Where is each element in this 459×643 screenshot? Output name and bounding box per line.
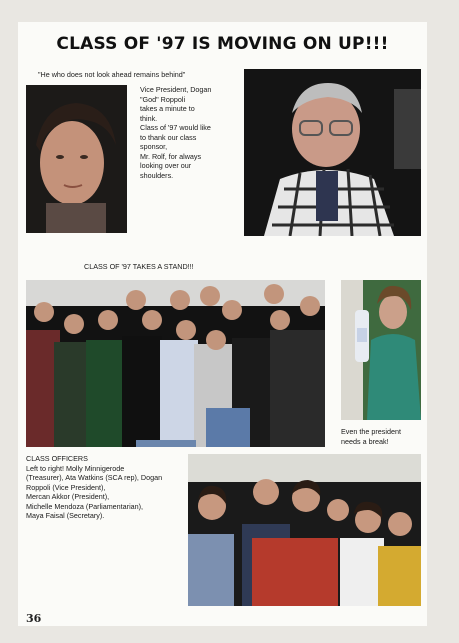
photo-president-break — [341, 280, 421, 420]
caption-line: Mercan Akkor (President), — [26, 492, 110, 501]
caption-line: Michelle Mendoza (Parliamentarian), — [26, 501, 144, 511]
page-number: 36 — [26, 612, 42, 625]
caption-line: looking over our — [140, 161, 192, 170]
caption-line: needs a break! — [341, 436, 389, 446]
photo-vp-portrait — [26, 85, 127, 233]
caption-line: (Treasurer), Ata Watkins (SCA rep), Dogan — [26, 473, 163, 482]
caption-line: Mr. Rolf, for always — [140, 151, 202, 161]
page-title: CLASS OF '97 IS MOVING ON UP!!! — [56, 34, 389, 54]
caption-line: Even the president — [341, 427, 401, 436]
caption-line: Maya Faisal (Secretary). — [26, 511, 105, 520]
caption-line: think. — [140, 113, 158, 123]
caption-line: Class of '97 would like — [140, 123, 211, 132]
stand-caption: CLASS OF '97 TAKES A STAND!!! — [84, 262, 194, 271]
caption-line: takes a minute to — [140, 104, 195, 113]
caption-line: CLASS OFFICERS — [26, 454, 88, 463]
caption-line: "God" Roppoli — [140, 94, 186, 104]
caption-line: to thank our class — [140, 132, 197, 142]
photo-officers — [188, 454, 421, 606]
photo-group-stand — [26, 280, 325, 447]
vp-caption — [140, 85, 235, 180]
caption-line: Roppoli (Vice President), — [26, 482, 106, 492]
yearbook-page — [18, 22, 427, 626]
caption-line: Vice President, Dogan — [140, 85, 212, 94]
caption-line: Left to right! Molly Minnigerode — [26, 463, 125, 473]
caption-line: shoulders. — [140, 170, 174, 180]
officers-caption — [26, 454, 192, 521]
president-caption — [341, 427, 425, 446]
caption-line: sponsor, — [140, 142, 168, 151]
quote-text: "He who does not look ahead remains behind" — [38, 70, 186, 79]
photo-sponsor — [244, 69, 421, 236]
